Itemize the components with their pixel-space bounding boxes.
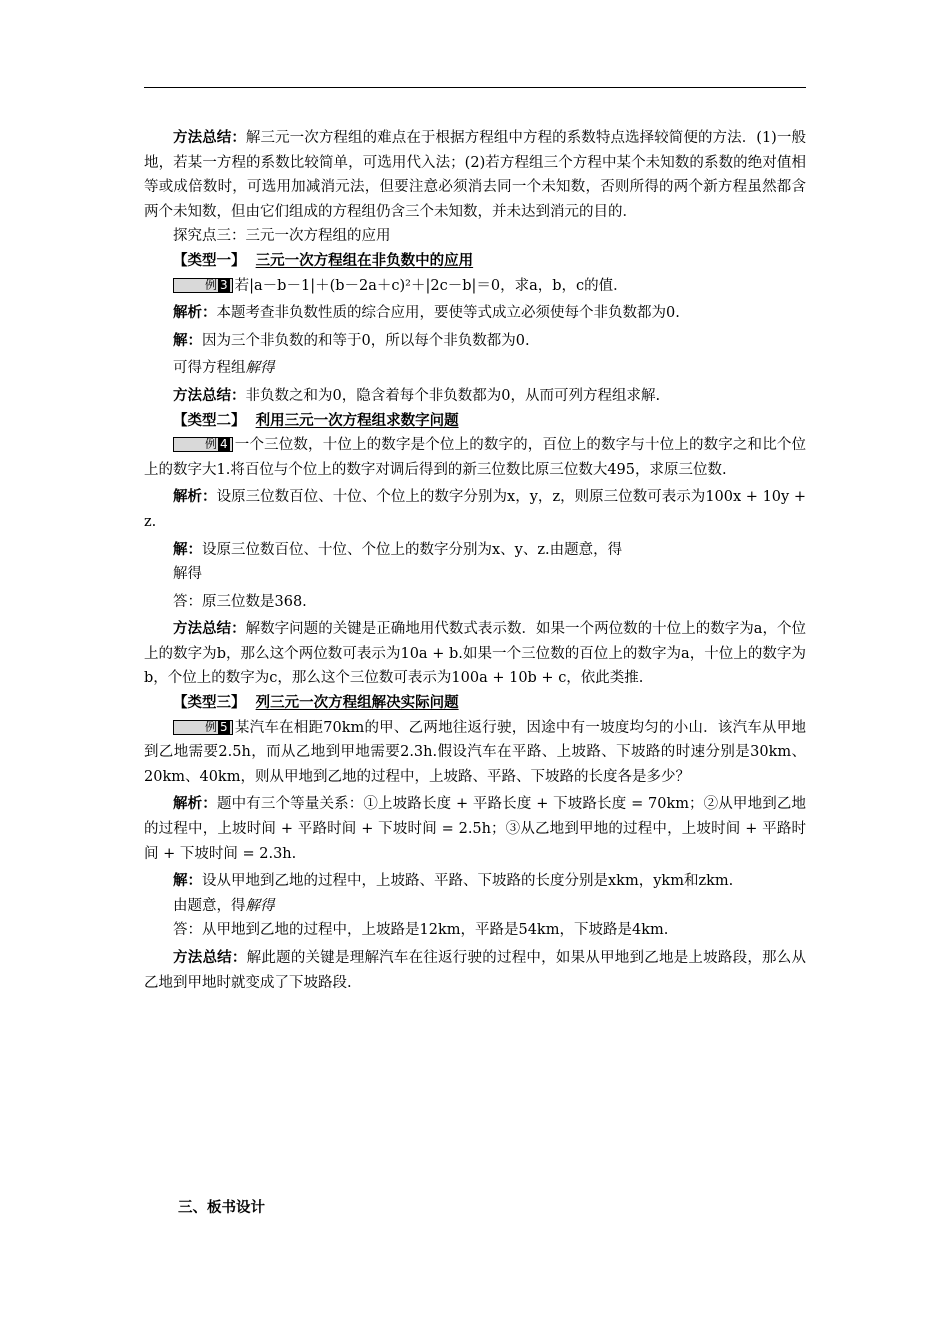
example4-analysis: 解析：设原三位数百位、十位、个位上的数字分别为x，y，z，则原三位数可表示为100x + 10y + z. [144, 489, 807, 530]
example4-solution: 解：设原三位数百位、十位、个位上的数字分别为x、y、z.由题意，得 [173, 541, 623, 558]
section-heading-board-design: 三、板书设计 [178, 1200, 265, 1216]
example4-summary: 方法总结：解数字问题的关键是正确地用代数式表示数．如果一个两位数的十位上的数字为a，个位上的数字为b，那么这个两位数可表示为10a + b.如果一个三位数的百位上的数字为a，十位上的数字为b，个位上的数字为c，那么这个三位数可表示为100a + 10b + c，依此类推. [144, 621, 806, 687]
example4-answer: 答：原三位数是368. [173, 593, 307, 610]
example5-solution: 解：设从甲地到乙地的过程中，上坡路、平路、下坡路的长度分别是xkm，ykm和zkm. [173, 873, 734, 890]
type2-heading: 【类型二】 利用三元一次方程组求数字问题 [173, 412, 459, 429]
example5-analysis: 解析：题中有三个等量关系：①上坡路长度 + 平路长度 + 下坡路长度 = 70km；②从甲地到乙地的过程中，上坡时间 + 平路时间 + 下坡时间 = 2.5h；③从乙地到甲地的过程中，上坡时间 + 平路时间 + 下坡时间 = 2.3h. [144, 796, 806, 862]
example3-system: 可得方程组解得 [173, 360, 275, 377]
header-rule [144, 87, 806, 88]
type1-heading: 【类型一】 三元一次方程组在非负数中的应用 [173, 252, 474, 269]
example-badge: 例 3 [173, 278, 233, 293]
method-summary-paragraph: 方法总结：解三元一次方程组的难点在于根据方程组中方程的系数特点选择较简便的方法．(1)一般地，若某一方程的系数比较简单，可选用代入法；(2)若方程组三个方程中某个未知数的系数的绝对值相等或成倍数时，可选用加减消元法，但要注意必须消去同一个未知数，否则所得的两个新方程虽然都含两个未知数，但由它们组成的方程组仍含三个未知数，并未达到消元的目的． [144, 130, 806, 220]
type3-heading: 【类型三】 列三元一次方程组解决实际问题 [173, 695, 459, 712]
example4-question: 例 4 一个三位数，十位上的数字是个位上的数字的，百位上的数字与十位上的数字之和比个位上的数字大1.将百位与个位上的数字对调后得到的新三位数比原三位数大495，求原三位数. [144, 437, 806, 478]
example-badge: 例 4 [173, 437, 233, 452]
example3-solution: 解：因为三个非负数的和等于0，所以每个非负数都为0. [173, 332, 530, 349]
document-body [144, 126, 806, 995]
example4-solve: 解得 [173, 566, 202, 583]
example5-system: 由题意，得解得 [173, 897, 275, 914]
example-badge: 例 5 [173, 720, 233, 735]
example3-question: 例 3 若|a－b－1|＋(b－2a＋c)²＋|2c－b|＝0，求a，b，c的值． [144, 274, 806, 299]
topic-heading: 探究点三：三元一次方程组的应用 [173, 228, 391, 245]
example5-answer: 答：从甲地到乙地的过程中，上坡路是12km，平路是54km，下坡路是4km. [173, 922, 669, 939]
example5-question: 例 5 某汽车在相距70km的甲、乙两地往返行驶，因途中有一坡度均匀的小山．该汽车从甲地到乙地需要2.5h，而从乙地到甲地需要2.3h.假设汽车在平路、上坡路、下坡路的时速分别是30km、20km、40km，则从甲地到乙地的过程中，上坡路、平路、下坡路的长度各是多少？ [144, 719, 806, 785]
example3-analysis: 解析：本题考查非负数性质的综合应用，要使等式成立必须使每个非负数都为0. [173, 305, 680, 322]
example3-summary: 方法总结：非负数之和为0，隐含着每个非负数都为0，从而可列方程组求解. [173, 387, 661, 404]
example5-summary: 方法总结：解此题的关键是理解汽车在往返行驶的过程中，如果从甲地到乙地是上坡路段，那么从乙地到甲地时就变成了下坡路段. [144, 950, 807, 991]
